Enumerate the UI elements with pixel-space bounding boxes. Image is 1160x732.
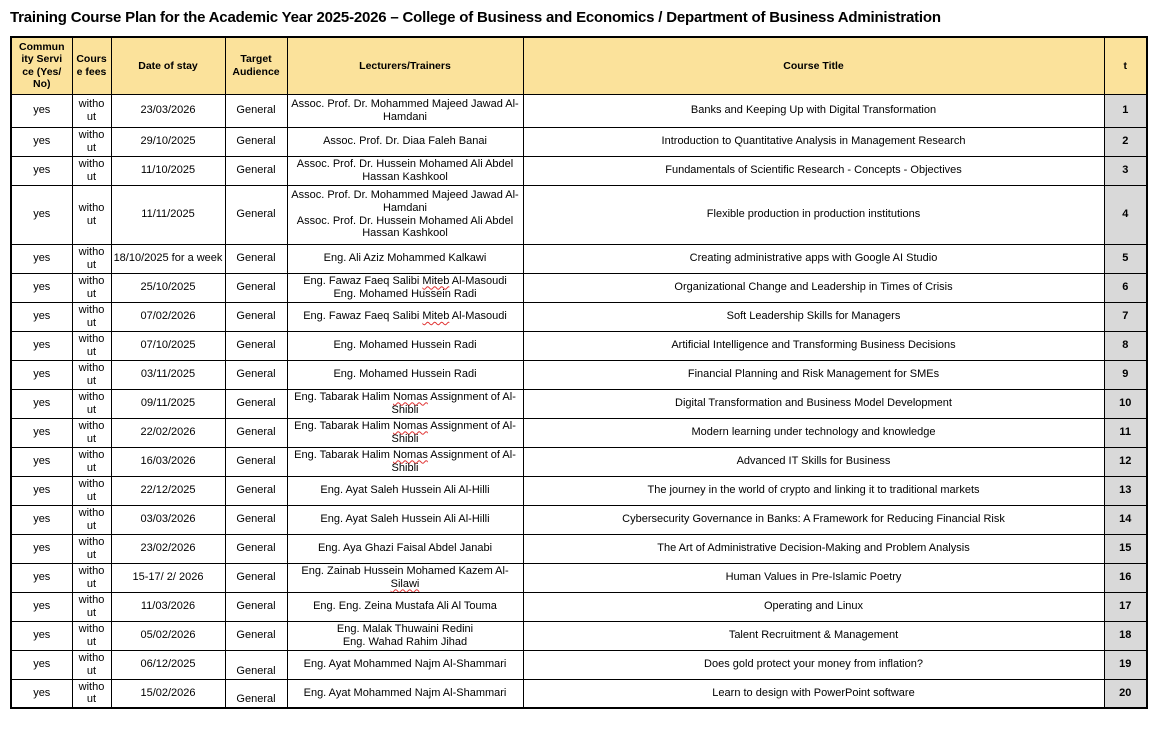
cell-community-service: yes xyxy=(11,621,72,650)
cell-course-title: Does gold protect your money from inflation? xyxy=(523,650,1104,679)
cell-date-of-stay: 23/02/2026 xyxy=(111,534,225,563)
cell-course-title: Flexible production in production institutions xyxy=(523,185,1104,244)
cell-lecturers xyxy=(287,94,523,127)
cell-date-of-stay: 11/10/2025 xyxy=(111,156,225,185)
cell-target-audience: General xyxy=(225,679,287,708)
cell-community-service: yes xyxy=(11,360,72,389)
lecturer-name: Eng. Tabarak Halim Nomas Assignment of Al-Shibli xyxy=(294,448,516,474)
table-row xyxy=(11,94,1147,127)
cell-community-service: yes xyxy=(11,389,72,418)
cell-row-number: 7 xyxy=(1104,302,1147,331)
header-community-service: Community Service (Yes/No) xyxy=(11,37,72,94)
cell-community-service: yes xyxy=(11,273,72,302)
cell-date-of-stay: 16/03/2026 xyxy=(111,447,225,476)
spellcheck-underline: Miteb xyxy=(422,310,450,323)
table-body xyxy=(11,94,1147,708)
cell-course-title: Fundamentals of Scientific Research - Concepts - Objectives xyxy=(523,156,1104,185)
cell-course-title: Learn to design with PowerPoint software xyxy=(523,679,1104,708)
cell-date-of-stay: 03/11/2025 xyxy=(111,360,225,389)
cell-course-fees: without xyxy=(72,273,111,302)
table-row xyxy=(11,679,1147,708)
header-date-of-stay: Date of stay xyxy=(111,37,225,94)
cell-row-number: 3 xyxy=(1104,156,1147,185)
cell-target-audience: General xyxy=(225,534,287,563)
lecturer-name: Eng. Ayat Mohammed Najm Al-Shammari xyxy=(303,686,507,699)
table-row xyxy=(11,476,1147,505)
table-row xyxy=(11,273,1147,302)
cell-course-fees: without xyxy=(72,534,111,563)
cell-course-fees: without xyxy=(72,360,111,389)
cell-course-title: Operating and Linux xyxy=(523,592,1104,621)
cell-course-fees: without xyxy=(72,185,111,244)
cell-lecturers xyxy=(287,534,523,563)
cell-target-audience: General xyxy=(225,476,287,505)
cell-date-of-stay: 05/02/2026 xyxy=(111,621,225,650)
cell-course-fees: without xyxy=(72,244,111,273)
cell-lecturers xyxy=(287,389,523,418)
lecturer-name: Assoc. Prof. Dr. Mohammed Majeed Jawad Al-Hamdani xyxy=(291,97,519,123)
cell-community-service: yes xyxy=(11,447,72,476)
cell-course-title: Digital Transformation and Business Model Development xyxy=(523,389,1104,418)
cell-course-fees: without xyxy=(72,418,111,447)
lecturer-name: Eng. Tabarak Halim Nomas Assignment of Al-Shibli xyxy=(294,390,516,416)
cell-course-title: Human Values in Pre-Islamic Poetry xyxy=(523,563,1104,592)
lecturer-name: Assoc. Prof. Dr. Diaa Faleh Banai xyxy=(323,135,487,148)
cell-target-audience: General xyxy=(225,650,287,679)
cell-community-service: yes xyxy=(11,592,72,621)
table-row xyxy=(11,185,1147,244)
cell-target-audience: General xyxy=(225,273,287,302)
cell-target-audience: General xyxy=(225,360,287,389)
table-row xyxy=(11,563,1147,592)
cell-row-number: 11 xyxy=(1104,418,1147,447)
cell-target-audience: General xyxy=(225,127,287,156)
cell-target-audience: General xyxy=(225,563,287,592)
training-course-table xyxy=(10,36,1148,709)
cell-date-of-stay: 07/10/2025 xyxy=(111,331,225,360)
header-lecturers: Lecturers/Trainers xyxy=(287,37,523,94)
cell-date-of-stay: 11/11/2025 xyxy=(111,185,225,244)
table-row xyxy=(11,156,1147,185)
cell-community-service: yes xyxy=(11,650,72,679)
cell-date-of-stay: 29/10/2025 xyxy=(111,127,225,156)
cell-lecturers xyxy=(287,592,523,621)
cell-lecturers xyxy=(287,244,523,273)
lecturer-name: Eng. Zainab Hussein Mohamed Kazem Al-Silawi xyxy=(301,564,509,590)
table-row xyxy=(11,592,1147,621)
header-number: t xyxy=(1104,37,1147,94)
cell-course-fees: without xyxy=(72,447,111,476)
header-target-audience: Target Audience xyxy=(225,37,287,94)
cell-community-service: yes xyxy=(11,185,72,244)
cell-date-of-stay: 15/02/2026 xyxy=(111,679,225,708)
spellcheck-underline: Nomas xyxy=(392,419,428,432)
spellcheck-underline: Miteb xyxy=(422,274,450,287)
lecturer-name: Assoc. Prof. Dr. Hussein Mohamed Ali Abdel Hassan Kashkool xyxy=(296,157,514,183)
cell-target-audience: General xyxy=(225,244,287,273)
cell-date-of-stay: 07/02/2026 xyxy=(111,302,225,331)
lecturer-name: Eng. Ayat Mohammed Najm Al-Shammari xyxy=(303,658,507,671)
cell-target-audience: General xyxy=(225,156,287,185)
table-row xyxy=(11,621,1147,650)
cell-target-audience: General xyxy=(225,592,287,621)
cell-course-title: Modern learning under technology and knowledge xyxy=(523,418,1104,447)
cell-row-number: 17 xyxy=(1104,592,1147,621)
spellcheck-underline: Silawi xyxy=(390,577,420,590)
cell-course-fees: without xyxy=(72,156,111,185)
cell-target-audience: General xyxy=(225,389,287,418)
page-title: Training Course Plan for the Academic Year 2025-2026 – College of Business and Economics / Department of Business Administration xyxy=(10,9,941,26)
cell-community-service: yes xyxy=(11,127,72,156)
header-course-title: Course Title xyxy=(523,37,1104,94)
cell-date-of-stay: 22/02/2026 xyxy=(111,418,225,447)
lecturer-name: Eng. Ayat Saleh Hussein Ali Al-Hilli xyxy=(320,484,490,497)
cell-lecturers xyxy=(287,679,523,708)
cell-target-audience: General xyxy=(225,447,287,476)
cell-row-number: 2 xyxy=(1104,127,1147,156)
cell-row-number: 5 xyxy=(1104,244,1147,273)
cell-course-fees: without xyxy=(72,505,111,534)
cell-course-fees: without xyxy=(72,127,111,156)
cell-community-service: yes xyxy=(11,244,72,273)
lecturer-name: Assoc. Prof. Dr. Hussein Mohamed Ali Abdel Hassan Kashkool xyxy=(296,214,514,240)
cell-row-number: 13 xyxy=(1104,476,1147,505)
lecturer-name: Eng. Aya Ghazi Faisal Abdel Janabi xyxy=(317,542,493,555)
cell-community-service: yes xyxy=(11,302,72,331)
cell-row-number: 6 xyxy=(1104,273,1147,302)
cell-target-audience: General xyxy=(225,621,287,650)
cell-course-fees: without xyxy=(72,94,111,127)
cell-row-number: 16 xyxy=(1104,563,1147,592)
cell-community-service: yes xyxy=(11,94,72,127)
cell-row-number: 14 xyxy=(1104,505,1147,534)
cell-community-service: yes xyxy=(11,418,72,447)
cell-target-audience: General xyxy=(225,94,287,127)
cell-community-service: yes xyxy=(11,679,72,708)
lecturer-name: Eng. Malak Thuwaini Redini xyxy=(336,622,474,635)
spellcheck-underline: Nomas xyxy=(392,390,428,403)
cell-row-number: 8 xyxy=(1104,331,1147,360)
cell-course-fees: without xyxy=(72,302,111,331)
cell-course-title: The journey in the world of crypto and linking it to traditional markets xyxy=(523,476,1104,505)
table-row xyxy=(11,302,1147,331)
table-row xyxy=(11,389,1147,418)
cell-lecturers xyxy=(287,447,523,476)
cell-course-title: Soft Leadership Skills for Managers xyxy=(523,302,1104,331)
cell-date-of-stay: 09/11/2025 xyxy=(111,389,225,418)
lecturer-name: Eng. Ayat Saleh Hussein Ali Al-Hilli xyxy=(320,513,490,526)
cell-course-fees: without xyxy=(72,650,111,679)
cell-lecturers xyxy=(287,273,523,302)
cell-row-number: 15 xyxy=(1104,534,1147,563)
cell-lecturers xyxy=(287,331,523,360)
cell-date-of-stay: 18/10/2025 for a week xyxy=(111,244,225,273)
cell-course-title: Banks and Keeping Up with Digital Transformation xyxy=(523,94,1104,127)
cell-course-title: Introduction to Quantitative Analysis in Management Research xyxy=(523,127,1104,156)
cell-target-audience: General xyxy=(225,418,287,447)
table-header-row xyxy=(11,37,1147,94)
table-row xyxy=(11,360,1147,389)
cell-community-service: yes xyxy=(11,534,72,563)
lecturer-name: Eng. Wahad Rahim Jihad xyxy=(342,635,468,648)
cell-row-number: 18 xyxy=(1104,621,1147,650)
cell-lecturers xyxy=(287,418,523,447)
cell-course-title: The Art of Administrative Decision-Making and Problem Analysis xyxy=(523,534,1104,563)
cell-course-title: Cybersecurity Governance in Banks: A Framework for Reducing Financial Risk xyxy=(523,505,1104,534)
table-row xyxy=(11,505,1147,534)
table-row xyxy=(11,534,1147,563)
lecturer-name: Eng. Tabarak Halim Nomas Assignment of Al-Shibli xyxy=(294,419,516,445)
cell-course-title: Creating administrative apps with Google AI Studio xyxy=(523,244,1104,273)
cell-course-fees: without xyxy=(72,331,111,360)
cell-row-number: 1 xyxy=(1104,94,1147,127)
lecturer-name: Eng. Ali Aziz Mohammed Kalkawi xyxy=(323,252,487,265)
lecturer-name: Eng. Mohamed Hussein Radi xyxy=(333,339,477,352)
cell-community-service: yes xyxy=(11,505,72,534)
header-course-fees: Course fees xyxy=(72,37,111,94)
cell-course-fees: without xyxy=(72,621,111,650)
cell-course-fees: without xyxy=(72,679,111,708)
cell-community-service: yes xyxy=(11,156,72,185)
cell-date-of-stay: 11/03/2026 xyxy=(111,592,225,621)
lecturer-name: Eng. Mohamed Hussein Radi xyxy=(333,287,477,300)
cell-row-number: 9 xyxy=(1104,360,1147,389)
cell-date-of-stay: 23/03/2026 xyxy=(111,94,225,127)
cell-community-service: yes xyxy=(11,563,72,592)
lecturer-name: Eng. Fawaz Faeq Salibi Miteb Al-Masoudi xyxy=(303,310,507,323)
table-row xyxy=(11,331,1147,360)
cell-lecturers xyxy=(287,505,523,534)
cell-lecturers xyxy=(287,563,523,592)
table-row xyxy=(11,418,1147,447)
cell-date-of-stay: 06/12/2025 xyxy=(111,650,225,679)
cell-lecturers xyxy=(287,156,523,185)
cell-target-audience: General xyxy=(225,505,287,534)
table-row xyxy=(11,650,1147,679)
cell-row-number: 20 xyxy=(1104,679,1147,708)
lecturer-name: Eng. Eng. Zeina Mustafa Ali Al Touma xyxy=(313,600,497,613)
cell-lecturers xyxy=(287,185,523,244)
cell-lecturers xyxy=(287,650,523,679)
cell-date-of-stay: 15-17/ 2/ 2026 xyxy=(111,563,225,592)
cell-course-fees: without xyxy=(72,389,111,418)
cell-row-number: 4 xyxy=(1104,185,1147,244)
cell-course-title: Artificial Intelligence and Transforming Business Decisions xyxy=(523,331,1104,360)
cell-course-fees: without xyxy=(72,563,111,592)
cell-lecturers xyxy=(287,127,523,156)
cell-row-number: 10 xyxy=(1104,389,1147,418)
lecturer-name: Assoc. Prof. Dr. Mohammed Majeed Jawad Al-Hamdani xyxy=(291,188,519,214)
cell-course-title: Financial Planning and Risk Management for SMEs xyxy=(523,360,1104,389)
cell-course-fees: without xyxy=(72,476,111,505)
cell-course-title: Organizational Change and Leadership in Times of Crisis xyxy=(523,273,1104,302)
cell-course-title: Advanced IT Skills for Business xyxy=(523,447,1104,476)
cell-row-number: 12 xyxy=(1104,447,1147,476)
cell-lecturers xyxy=(287,476,523,505)
table-row xyxy=(11,447,1147,476)
cell-lecturers xyxy=(287,302,523,331)
table-row xyxy=(11,127,1147,156)
cell-date-of-stay: 03/03/2026 xyxy=(111,505,225,534)
cell-lecturers xyxy=(287,360,523,389)
lecturer-name: Eng. Mohamed Hussein Radi xyxy=(333,368,477,381)
cell-course-fees: without xyxy=(72,592,111,621)
cell-community-service: yes xyxy=(11,331,72,360)
cell-row-number: 19 xyxy=(1104,650,1147,679)
cell-target-audience: General xyxy=(225,331,287,360)
cell-date-of-stay: 25/10/2025 xyxy=(111,273,225,302)
lecturer-name: Eng. Fawaz Faeq Salibi Miteb Al-Masoudi xyxy=(303,274,507,287)
spellcheck-underline: Nomas xyxy=(392,448,428,461)
cell-target-audience: General xyxy=(225,302,287,331)
cell-lecturers xyxy=(287,621,523,650)
cell-course-title: Talent Recruitment & Management xyxy=(523,621,1104,650)
table-row xyxy=(11,244,1147,273)
cell-date-of-stay: 22/12/2025 xyxy=(111,476,225,505)
cell-community-service: yes xyxy=(11,476,72,505)
cell-target-audience: General xyxy=(225,185,287,244)
